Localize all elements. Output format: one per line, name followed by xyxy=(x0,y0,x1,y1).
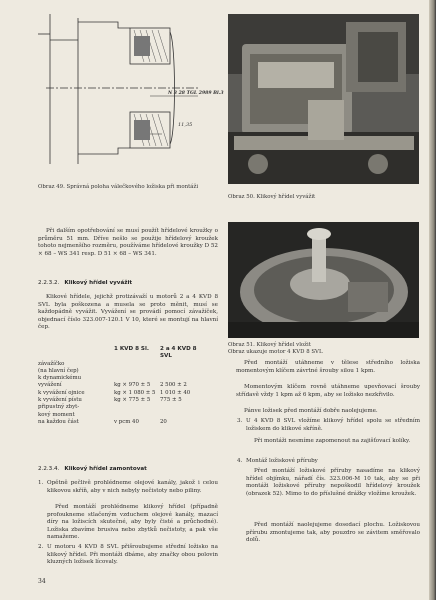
table-header-row xyxy=(38,346,210,361)
table-header xyxy=(38,346,114,361)
table-cell: (na hlavní čep) xyxy=(38,367,79,374)
table-row xyxy=(38,382,210,389)
figure-50-caption: Obraz 50. Klikový hřídel vyvážit xyxy=(228,194,316,200)
list-text: Opětně pečlivě prohlédneme olejové kanály, jakož i celou klikovou skříň, aby v nich nebyly nečistoty nebo piliny. xyxy=(47,480,218,494)
table-cell: v pcm 40 xyxy=(114,418,139,425)
list-text: U motoru 4 KVD 8 SVL přišroubujeme střední ložisko na klikový hřídel. Při montáži dbáme, aby značky obou polovin kluzných ložisek lícovaly. xyxy=(47,544,218,566)
right-paragraph-6: Před montáží naolejujeme dosedací plochu. Ložiskovou přírubu zmontujeme tak, aby pouzdro se závitem směřovalo dolů. xyxy=(246,522,420,544)
figure-51-caption: Obraz 51. Klikový hřídel vložit Obraz ukazuje motor 4 KVD 8 SVL xyxy=(228,342,323,355)
page-number: 34 xyxy=(38,578,46,585)
right-paragraph-2: Momentovým klíčem rovně utáhneme upevňovací šrouby střídavě vždy 1 kpm až 6 kpm, aby se ložisko nezkřivilo. xyxy=(236,384,420,398)
list-number: 3. xyxy=(237,418,243,424)
table-cell: 1 010 ± 40 xyxy=(160,389,191,396)
list-text: Montáž ložiskové příruby xyxy=(246,458,318,464)
table-row xyxy=(38,390,210,397)
figure-49-caption: Obraz 49. Správná poloha válečkového ložiska při montáži xyxy=(38,184,199,190)
section-heading-2232 xyxy=(38,280,132,286)
table-row xyxy=(38,404,210,411)
list-text: Před montáží prohlédneme klikový hřídel (případně profoukneme stlačeným vzduchem olejové kanály, mazací díry na ložiscích skutečné, aby byly čisté a průchodné). Ložiska zbavíme brusiva nebo zbytků nečistoty, a pak vše namažeme. xyxy=(47,504,218,541)
page-binding-edge xyxy=(429,0,436,600)
table-cell: k dynamickému xyxy=(38,375,82,382)
section-heading-2234 xyxy=(38,466,147,472)
intro-paragraph: Při dalším opotřebování se musí použít hřídelové kroužky o průměru 51 mm. Dříve nešlo se použije hřídelový kroužek tohoto nejmenšího rozměru, používáme hřídelové kroužky D 52 × 68 – WS 341 resp. D 51 × 68 – WS 341. xyxy=(38,228,218,257)
table-cell: kg × 1 080 ± 5 xyxy=(114,389,156,396)
table-cell: k vyvážení ojnice xyxy=(38,389,85,396)
table-cell xyxy=(114,412,160,419)
table-header: 1 KVD 8 Sl. xyxy=(114,346,150,352)
right-paragraph-3: Pánve ložisek před montáží dobře naolejujeme. xyxy=(244,408,378,414)
crankshaft-insert-photo xyxy=(228,222,419,338)
table-cell: kový moment xyxy=(38,411,75,418)
right-paragraph-4: Při montáži nesmíme zapomenout na zajišťovací kolíky. xyxy=(254,438,411,444)
list-item-1 xyxy=(38,480,218,495)
drawing-label-dimension: 11,35 xyxy=(178,122,193,128)
section-number: 2.2.3.4. xyxy=(38,466,60,472)
table-cell xyxy=(160,404,210,411)
table-cell: vyvážení xyxy=(38,382,62,389)
right-paragraph-1: Před montáží utáhneme v tělese středního ložiska momentovým klíčem závrtné šrouby silou 1 kpm. xyxy=(236,360,420,374)
table-cell: k vyvážení pístu xyxy=(38,397,82,404)
list-item-2 xyxy=(38,544,218,567)
table-cell: 20 xyxy=(160,418,167,425)
table-cell xyxy=(160,412,210,419)
section-number: 2.2.3.2. xyxy=(38,280,60,286)
drawing-label-bearing: N 3 28 TGL 2989 Bl.3 xyxy=(168,91,224,96)
table-row xyxy=(38,412,210,419)
table-row xyxy=(38,375,210,382)
table-cell xyxy=(114,375,160,382)
crankshaft-balancing-photo xyxy=(228,14,419,184)
table-cell: 2 500 ± 2 xyxy=(160,382,187,389)
section-title: Klikový hřídel vyvážit xyxy=(64,280,133,286)
list-item-4 xyxy=(237,458,420,466)
right-paragraph-5: Před montáží ložiskové příruby nasadíme na klikový hřídel objímku, nářadí čís. 323.006-M 10 tak, aby se při montáži ložiskové příruby nepoškodil hřídelový kroužek (obrazek 52). Mimo to do příslušné drážky vložíme kroužek. xyxy=(246,468,420,497)
list-item-1-continued xyxy=(47,504,218,542)
balancing-paragraph: Klikové hřídele, jejichž protizávaží u motorů 2 a 4 KVD 8 SVL byla poškozena a musela se proto měnit, musí se každopádně vyvážit. Vyvážení se provádí pomocí závažíček, objednací číslo 323.007-120.1 V 10, které se montují na hlavní čep. xyxy=(38,294,218,331)
list-number: 4. xyxy=(237,458,243,464)
table-cell: kg × 775 ± 5 xyxy=(114,397,151,404)
table-cell xyxy=(160,368,210,375)
table-cell xyxy=(160,361,210,368)
section-title: Klikový hřídel zamontovat xyxy=(64,466,147,472)
table-header: 2 a 4 KVD 8 SVL xyxy=(160,346,197,360)
table-row xyxy=(38,361,210,368)
table-cell xyxy=(114,404,160,411)
table-cell xyxy=(160,375,210,382)
list-number: 2. xyxy=(38,544,44,550)
list-text: U 4 KVD 8 SVL vložíme klikový hřídel spolu se středním ložiskem do klikové skříně. xyxy=(246,418,420,432)
table-cell: na každou část xyxy=(38,418,79,425)
table-cell xyxy=(114,361,160,368)
list-item-3 xyxy=(237,418,420,433)
balance-weights-table xyxy=(38,346,210,426)
list-number: 1. xyxy=(38,480,44,486)
table-row xyxy=(38,419,210,426)
table-cell: připustný zbyt- xyxy=(38,404,80,411)
bearing-position-drawing xyxy=(38,14,198,186)
table-cell xyxy=(114,368,160,375)
table-cell: závažíčko xyxy=(38,360,65,367)
table-cell: kg × 970 ± 5 xyxy=(114,382,151,389)
table-cell: 775 ± 5 xyxy=(160,397,182,404)
